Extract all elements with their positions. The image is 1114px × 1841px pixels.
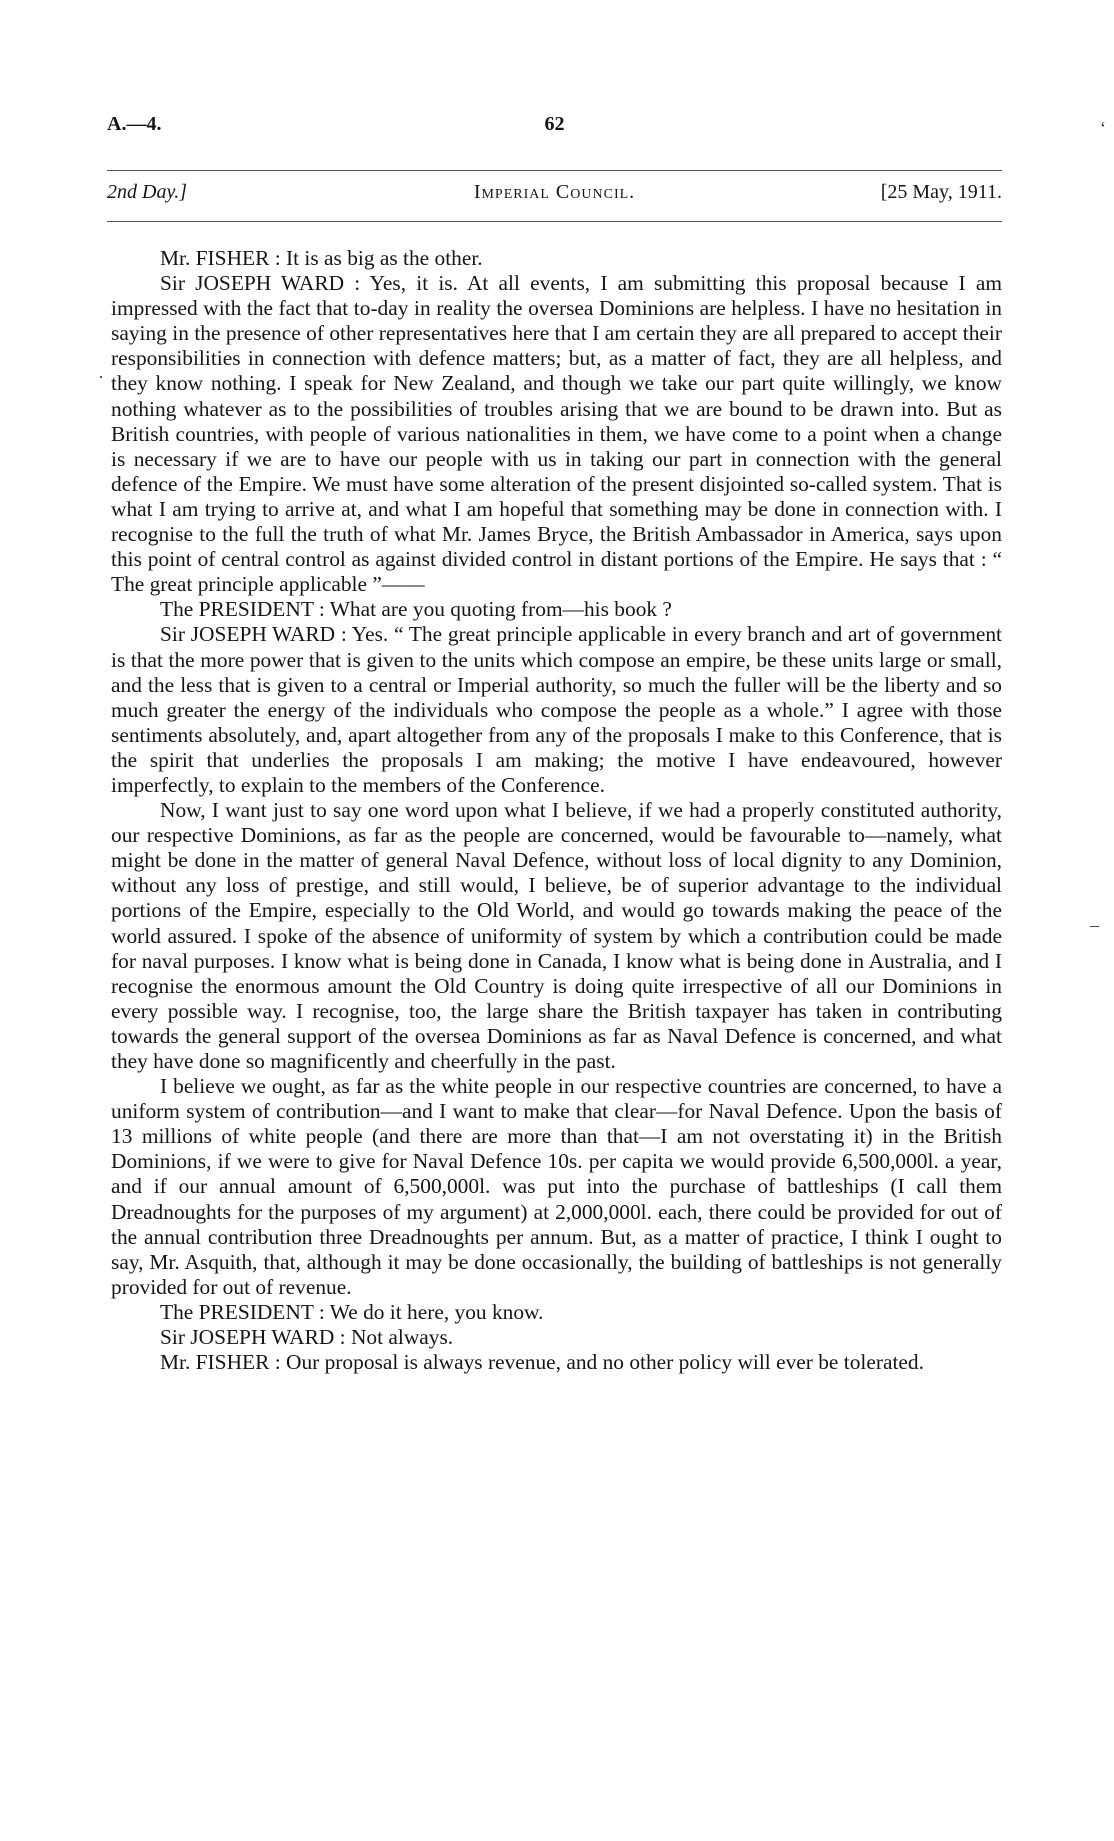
paragraph: The PRESIDENT : What are you quoting from—his book ? — [160, 597, 672, 622]
paragraph: Sir JOSEPH WARD : Yes. “ The great principle applicable in every branch and art of government is that the more power that is given to the units which compose an empire, be these units large or small, and the less that is given to a central or Imperial authority, so much the fuller will be the liberty and so much greater the energy of the individuals who compose the people as a whole.” I agree with those sentiments absolutely, and, apart altogether from any of the proposals I make to this Conference, that is the spirit that underlies the proposals I am making; the motive I have endeavoured, however imperfectly, to explain to the members of the Conference. — [111, 622, 1002, 797]
page-number: 62 — [544, 113, 565, 135]
paragraph: Sir JOSEPH WARD : Yes, it is. At all events, I am submitting this proposal because I am impressed with the fact that to-day in reality the oversea Dominions are helpless. I have no hesitation in saying in the presence of other representatives here that I am certain they are all prepared to accept their responsibilities in connection with defence matters; but, as a matter of fact, they are all helpless, and they know nothing. I speak for New Zealand, and though we take our part quite willingly, we know nothing whatever as to the possibilities of troubles arising that we are bound to be drawn into. But as British countries, with people of various nationalities in them, we have come to a point when a change is necessary if we are to have our people with us in taking our part in connection with the general defence of the Empire. We must have some alteration of the present disjointed so-called system. That is what I am trying to arrive at, and what I am hopeful that something may be done in connection with. I recognise to the full the truth of what Mr. James Bryce, the British Ambassador in America, says upon this point of central control as against divided control in distant portions of the Empire. He says that : “ The great principle applicable ”—— — [111, 271, 1002, 597]
page-reference: A.—4. — [107, 113, 162, 135]
paragraph: I believe we ought, as far as the white people in our respective countries are concerned, to have a uniform system of contribution—and I want to make that clear—for Naval Defence. Upon the basis of 13 millions of white people (and there are more than that—I am not overstating it) in the British Dominions, if we were to give for Naval Defence 10s. per capita we would provide 6,500,000l. a year, and if our annual amount of 6,500,000l. was put into the purchase of battleships (I call them Dreadnoughts for the purposes of my argument) at 2,000,000l. each, there could be provided for out of the annual contribution three Dreadnoughts per annum. But, as a matter of practice, I think I ought to say, Mr. Asquith, that, although it may be done occasionally, the building of battleships is not generally provided for out of revenue. — [111, 1074, 1002, 1299]
sitting-day: 2nd Day.] — [107, 181, 187, 203]
page-top-line — [107, 113, 1002, 143]
transcript-body — [111, 246, 1002, 1375]
header-rule-bottom — [107, 221, 1002, 222]
running-head — [107, 181, 1002, 211]
margin-dot-mark: · — [98, 367, 104, 387]
paragraph: Mr. FISHER : It is as big as the other. — [160, 246, 483, 270]
paragraph: The PRESIDENT : We do it here, you know. — [160, 1299, 544, 1324]
paragraph: Now, I want just to say one word upon what I believe, if we had a properly constituted authority, our respective Dominions, as far as the people are concerned, would be favourable to—namely, what might be done in the matter of general Naval Defence, without loss of local dignity to any Dominion, without any loss of prestige, and still would, I believe, be of superior advantage to the individual portions of the Empire, especially to the Old World, and would go towards making the peace of the world assured. I spoke of the absence of uniformity of system by which a contribution could be made for naval purposes. I know what is being done in Canada, I know what is being done in Australia, and I recognise the enormous amount the Old Country is doing quite irrespective of all our Dominions in every possible way. I recognise, too, the large share the British taxpayer has taken in contributing towards the general support of the oversea Dominions as far as Naval Defence is concerned, and what they have done so magnificently and cheerfully in the past. — [111, 798, 1002, 1073]
header-rule-top — [107, 170, 1002, 171]
paragraph: Sir JOSEPH WARD : Not always. — [160, 1325, 454, 1350]
paragraph: Mr. FISHER : Our proposal is always revenue, and no other policy will ever be tolerated. — [160, 1350, 924, 1375]
sitting-date: [25 May, 1911. — [880, 181, 1002, 203]
running-title: Imperial Council. — [473, 181, 636, 203]
margin-dash-mark: – — [1090, 915, 1099, 935]
margin-tick-mark: ‘ — [1100, 118, 1106, 138]
